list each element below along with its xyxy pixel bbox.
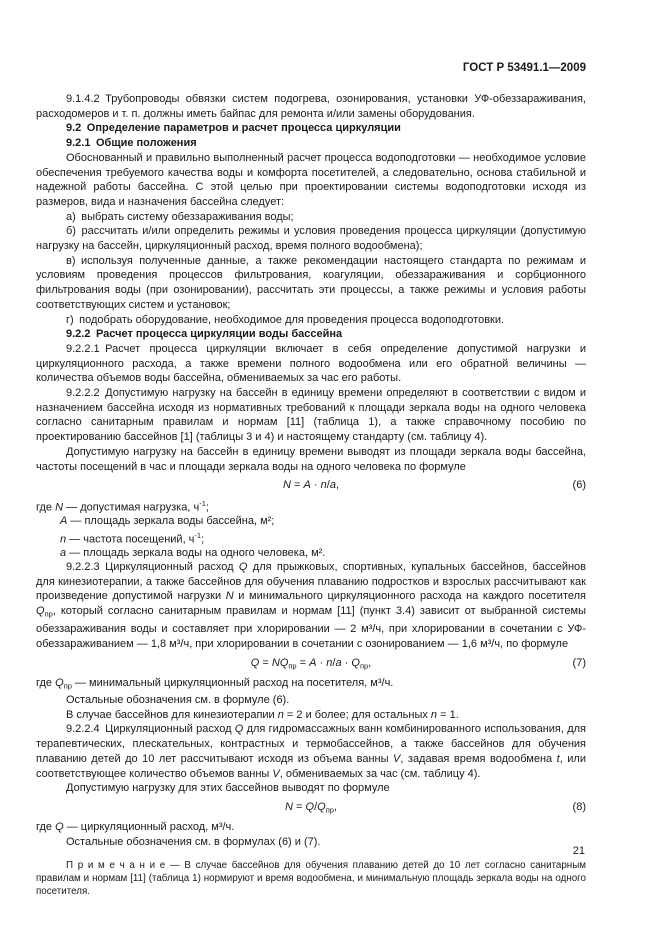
para-other-symbols-6-7: Остальные обозначения см. в формулах (6) и (7). — [66, 835, 321, 848]
formula-8 — [36, 800, 586, 818]
heading-9-2-1: 9.2.1 Общие положения — [66, 137, 197, 150]
formula-6-legend — [36, 497, 586, 560]
formula-7-legend: где $Q_{пр}$ — минимальный циркуляционный расход на посетителя, м³/ч. — [36, 677, 394, 691]
list-item-a: а) выбрать систему обеззараживания воды; — [66, 210, 294, 223]
para-kinesiotherapy-case: В случае бассейнов для кинезиотерапии n = 2 и более; для остальных n = 1. — [66, 708, 459, 721]
standard-code: ГОСТ Р 53491.1—2009 — [462, 62, 586, 74]
para-intro: Обоснованный и правильно выполненный расчет процесса водоподготовки — необходимое условие обеспечения требуемого качества воды и комфорта посетителей, а следовательно, основа стабильной и надежной работы бассейна. С этой целью при проектировании системы водоподготовки исходя из размеров, вида и назначения бассейна следует: — [36, 151, 586, 208]
formula-7-number: (7) — [572, 656, 586, 669]
formula-7-expression: $Q = NQ_{пр} = A \cdot n/a \cdot Q_{пр}$, — [250, 656, 372, 671]
formula-6-expression: N = A · n/a, — [283, 479, 339, 492]
note: П р и м е ч а н и е — В случае бассейнов для обучения плаванию детей до 10 лет согласно санитарным правилам и нормам [11] (таблица 1) нормируют и время водообмена, и минимальную площадь зеркала воды на одного посетителя. — [36, 859, 586, 897]
legend-line-A: A — площадь зеркала воды бассейна, м²; — [60, 515, 275, 528]
formula-7 — [36, 656, 586, 674]
list-item-g: г) подобрать оборудование, необходимое для проведения процесса водоподготовки. — [66, 313, 505, 326]
para-formula8-intro: Допустимую нагрузку для этих бассейнов выводят по формуле — [66, 782, 390, 795]
page-content — [36, 62, 586, 898]
clause-9-1-4-2: 9.1.4.2 Трубопроводы обвязки систем подогрева, озонирования, установки УФ-обеззараживания, расходомеров и т. п. должны иметь байпас для ремонта и/или замены оборудования. — [36, 93, 586, 120]
legend-line-n: n — частота посещений, $ч^{-1}$; — [60, 530, 205, 546]
heading-9-2-2: 9.2.2 Расчет процесса циркуляции воды бассейна — [66, 328, 343, 341]
clause-9-2-2-3: 9.2.2.3 Циркуляционный расход Q для прыжковых, спортивных, купальных бассейнов, бассейнов для кинезиотерапии, а также бассейнов для обучения плаванию подростков и взрослых рассчитывают как произведение допустимой нагрузки N и минимального циркуляционного расхода на каждого посетителя $Q_{пр}$, который согласно санитарным правилам и нормам [11] (пункт 3.4) зависит от выбранной системы обеззараживания воды и составляет при хлорировании — 2 м³/ч, при хлорировании в сочетании с УФ-обеззараживанием — 1,8 м³/ч, при хлорировании в сочетании с озонированием — 1,6 м³/ч, по формуле — [36, 560, 587, 650]
list-item-v: в) используя полученные данные, а также рекомендации настоящего стандарта по режимам и условиям проведения процессов фильтрования, коагуляции, обеззараживания и сорбционного фильтрования воды (при озонировании), рассчитать эти процессы, а также режимы и условия работы соответствующих систем и установок; — [36, 254, 586, 311]
formula-6 — [36, 478, 586, 493]
formula-8-expression: $N = Q/Q_{пр}$, — [285, 800, 337, 815]
legend-line-a: a — площадь зеркала воды на одного человека, м². — [60, 546, 326, 559]
para-other-symbols-6: Остальные обозначения см. в формуле (6). — [66, 694, 290, 707]
clause-9-2-2-4: 9.2.2.4 Циркуляционный расход Q для гидромассажных ванн комбинированного использования, для терапевтических, плескательных, контрастных и термобассейнов, а также бассейнов для обучения плаванию детей до 10 лет рассчитывают исходя из объема ванны V, задавая время водообмена t, или соответствующее количество объемов ванны V, обмениваемых за час (см. таблицу 4). — [36, 723, 586, 780]
clause-9-2-2-1: 9.2.2.1 Расчет процесса циркуляции включает в себя определение допустимой нагрузки и циркуляционного расхода, а также времени полного водообмена или его обратной величины — количества объемов воды бассейна, обмениваемых за час его работы. — [36, 342, 586, 385]
formula-6-number: (6) — [572, 479, 586, 492]
legend-line-N: где N — допустимая нагрузка, $ч^{-1}$; — [36, 499, 209, 514]
formula-8-number: (8) — [572, 800, 586, 813]
heading-9-2: 9.2 Определение параметров и расчет процесса циркуляции — [66, 122, 401, 135]
para-formula6-intro: Допустимую нагрузку на бассейн в единицу времени выводят из площади зеркала воды бассейна, частоты посещений в час и площади зеркала воды на одного человека по формуле — [36, 445, 586, 473]
page-number: 21 — [572, 845, 585, 857]
formula-8-legend: где Q — циркуляционный расход, м³/ч. — [36, 821, 235, 834]
list-item-b: б) рассчитать и/или определить режимы и условия проведения процесса циркуляции (допустимую нагрузку на бассейн, циркуляционный расход, время полного водообмена); — [36, 225, 586, 253]
clause-9-2-2-2: 9.2.2.2 Допустимую нагрузку на бассейн в единицу времени определяют в соответствии с видом и назначением бассейна исходя из нормативных требований к площади зеркала воды на одного человека согласно санитарным правилам и нормам [11] (таблица 1), а также справочному пособию по проектированию бассейнов [1] (таблицы 3 и 4) и настоящему стандарту (см. таблицу 4). — [36, 387, 586, 444]
